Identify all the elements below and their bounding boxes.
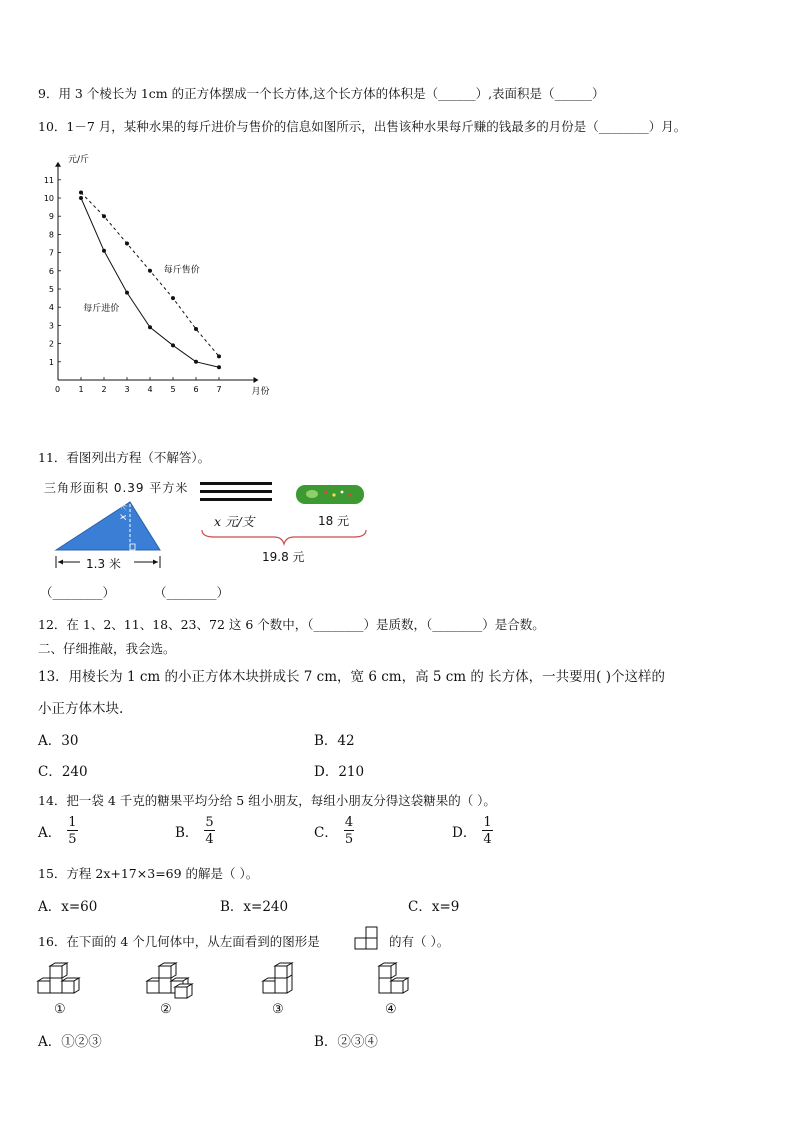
purchase-price-point — [194, 360, 198, 364]
figure-label-4: ④ — [385, 1002, 397, 1017]
series-label-selling-price: 每斤售价 — [163, 265, 200, 276]
total-price-label: 19.8 元 — [262, 550, 305, 564]
pen-1 — [200, 482, 272, 485]
y-tick-label: 6 — [48, 266, 54, 276]
solid-figure-4 — [375, 962, 419, 1002]
q14-option-c[interactable] — [314, 816, 354, 846]
total-brace — [200, 528, 368, 548]
pencil-case-price-label: 18 元 — [318, 514, 350, 528]
selling-price-point — [125, 242, 129, 246]
question-10: 10．1－7 月，某种水果的每斤进价与售价的信息如图所示，出售该种水果每斤赚的钱最多的月份是（________）月。 — [38, 119, 687, 134]
answer-blank-left[interactable]: （________） — [40, 585, 116, 600]
fraction-five-fourths: $\frac{5}{4}$ — [205, 815, 214, 847]
answer-blank-right[interactable]: （________） — [154, 585, 230, 600]
selling-price-point — [148, 269, 152, 273]
q13-option-a[interactable]: A．30 — [38, 733, 79, 749]
question-11: 11．看图列出方程（不解答）。 — [38, 450, 211, 465]
price-line-chart — [40, 148, 300, 403]
q14-option-a[interactable] — [38, 816, 78, 846]
x-tick-label: 1 — [78, 385, 84, 394]
y-tick-label: 8 — [48, 230, 54, 240]
q13-option-d[interactable]: D．210 — [314, 764, 365, 780]
selling-price-point — [194, 327, 198, 331]
purchase-price-point — [148, 325, 152, 329]
y-tick-label: 3 — [48, 321, 54, 331]
y-axis-arrow — [55, 162, 61, 167]
figure-label-2: ② — [160, 1002, 172, 1017]
y-tick-label: 11 — [43, 175, 54, 185]
y-tick-label: 10 — [43, 194, 54, 203]
pen-2 — [200, 490, 272, 493]
x-tick-label: 2 — [101, 385, 107, 394]
y-tick-label: 7 — [48, 248, 54, 258]
left-view-shape-icon — [354, 926, 382, 950]
x-tick-label: 6 — [193, 385, 199, 394]
purchase-price-point — [217, 365, 221, 369]
x-axis-arrow — [254, 377, 259, 383]
purchase-price-point — [171, 343, 175, 347]
triangle-area-label: 三角形面积 0.39 平方米 — [44, 481, 189, 495]
y-tick-label: 4 — [48, 303, 54, 313]
pens-figure — [200, 480, 275, 508]
q14-option-b-label: B． — [175, 825, 199, 841]
pen-price-label: x 元/支 — [214, 514, 255, 529]
solid-figure-2 — [145, 962, 199, 1002]
q15-option-c[interactable]: C．x=9 — [408, 899, 460, 915]
question-15: 15．方程 2x+17×3=69 的解是（ ）。 — [38, 866, 259, 881]
selling-price-point — [217, 354, 221, 358]
question-14: 14．把一袋 4 千克的糖果平均分给 5 组小朋友，每组小朋友分得这袋糖果的（ ）。 — [38, 793, 496, 808]
solid-figure-1 — [36, 962, 90, 1002]
x-tick-label: 4 — [147, 385, 153, 394]
x-axis-label: 月份 — [251, 387, 270, 397]
y-tick-label: 1 — [48, 357, 54, 367]
selling-price-point — [79, 191, 83, 195]
solid-figure-3 — [259, 962, 303, 1002]
q15-option-b[interactable]: B．x=240 — [220, 899, 289, 915]
q15-option-a[interactable]: A．x=60 — [38, 899, 98, 915]
purchase-price-point — [125, 291, 129, 295]
selling-price-point — [102, 214, 106, 218]
fraction-four-fifths: $\frac{4}{5}$ — [344, 815, 354, 847]
pen-3 — [200, 498, 272, 501]
y-tick-label: 2 — [48, 339, 54, 349]
section-2-title: 二、仔细推敲，我会选。 — [38, 641, 176, 656]
figure-label-3: ③ — [272, 1002, 284, 1017]
question-13-line-2: 小正方体木块. — [38, 701, 124, 717]
fraction-one-fifth: $\frac{1}{5}$ — [68, 815, 77, 847]
x-tick-label: 7 — [216, 385, 222, 394]
y-tick-label: 9 — [48, 212, 54, 222]
series-label-purchase-price: 每斤进价 — [83, 303, 120, 314]
triangle-shape — [56, 502, 160, 550]
origin-label: 0 — [55, 385, 61, 394]
q14-option-c-label: C． — [314, 825, 338, 841]
figure-label-1: ① — [54, 1002, 66, 1017]
y-axis-label: 元/斤 — [68, 155, 90, 165]
question-12: 12．在 1、2、11、18、23、72 这 6 个数中，（________）是质数，（________）是合数。 — [38, 617, 545, 632]
q14-option-a-label: A． — [38, 825, 62, 841]
q14-option-b[interactable] — [175, 816, 215, 846]
fraction-one-fourth: $\frac{1}{4}$ — [483, 815, 492, 847]
chart-series — [79, 191, 221, 370]
chart-axes — [55, 162, 259, 383]
y-tick-label: 5 — [48, 285, 54, 294]
height-label: x 米 — [118, 500, 129, 520]
q14-option-d-label: D． — [452, 825, 477, 841]
question-16-text-after: 的有（ ）。 — [389, 934, 450, 949]
question-9: 9．用 3 个棱长为 1cm 的正方体摆成一个长方体,这个长方体的体积是（______）,表面积是（______） — [38, 86, 605, 101]
purchase-price-line — [81, 198, 219, 367]
x-tick-label: 5 — [170, 385, 176, 394]
base-label: 1.3 米 — [86, 557, 121, 571]
selling-price-point — [171, 296, 175, 300]
question-16-text: 16．在下面的 4 个几何体中，从左面看到的图形是 — [38, 934, 320, 949]
question-13-line-1: 13．用棱长为 1 cm 的小正方体木块拼成长 7 cm，宽 6 cm，高 5 cm 的 长方体，一共要用( )个这样的 — [38, 669, 666, 685]
q16-option-b[interactable]: B．②③④ — [314, 1034, 378, 1050]
q16-option-a[interactable]: A．①②③ — [38, 1034, 102, 1050]
purchase-price-point — [102, 249, 106, 253]
q14-option-d[interactable] — [452, 816, 493, 846]
x-tick-label: 3 — [124, 385, 130, 394]
q13-option-b[interactable]: B．42 — [314, 733, 355, 749]
purchase-price-point — [79, 196, 83, 200]
q13-option-c[interactable]: C．240 — [38, 764, 88, 780]
pencil-case-figure — [296, 483, 366, 507]
